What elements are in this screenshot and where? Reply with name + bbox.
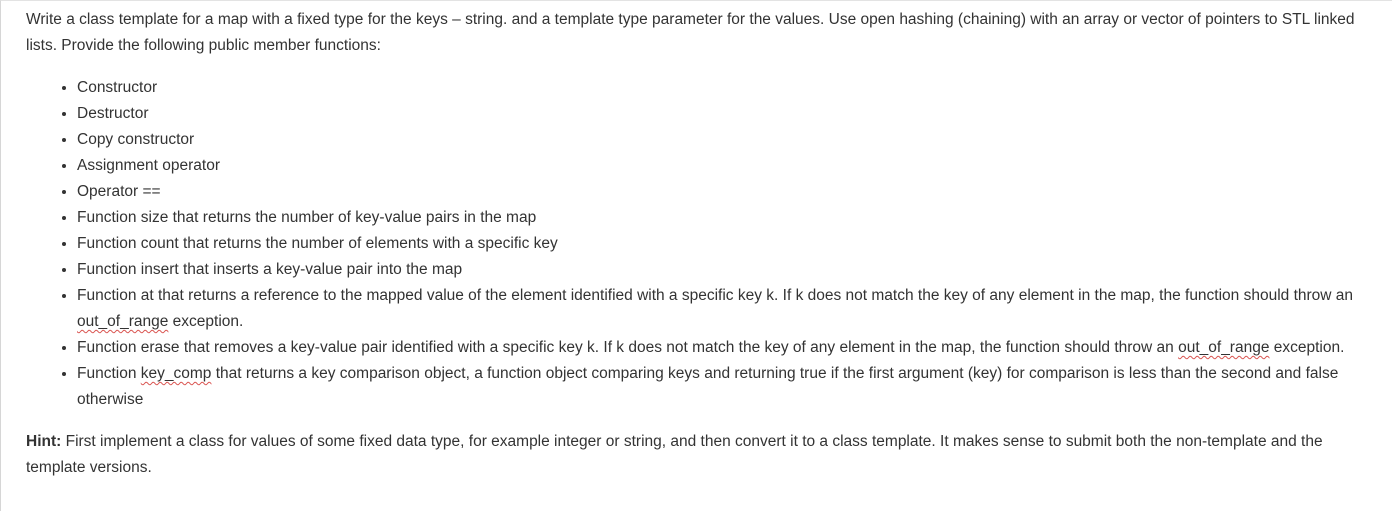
item-text: exception. (1269, 339, 1345, 356)
intro-paragraph: Write a class template for a map with a fixed type for the keys – string. and a template type parameter for the values. Use open hashing (chaining) with an array or vector of pointers to STL linked lists. Provide the following public member functions: (26, 11, 1355, 54)
list-item-key-comp (77, 361, 1372, 413)
list-item: • Function count that returns the number of elements with a specific key (77, 231, 1372, 257)
hint-label: Hint: (26, 433, 62, 450)
list-item: • Constructor (77, 75, 1372, 101)
item-text: exception. (168, 313, 244, 330)
item-text: Function (77, 365, 141, 382)
spellcheck-term: out_of_range (1178, 339, 1270, 356)
list-item: • Function size that returns the number of key-value pairs in the map (77, 205, 1372, 231)
spellcheck-term: out_of_range (77, 313, 169, 330)
list-item: • Operator == (77, 179, 1372, 205)
hint-text: First implement a class for values of some fixed data type, for example integer or string, and then convert it to a class template. It makes sense to submit both the non-template and the template versions. (26, 433, 1323, 476)
requirements-list (26, 75, 1372, 413)
item-text: Function at that returns a reference to the mapped value of the element identified with a specific key k. If k does not match the key of any element in the map, the function should throw an (77, 287, 1354, 304)
list-item: • Function insert that inserts a key-value pair into the map (77, 257, 1372, 283)
item-text: that returns a key comparison object, a function object comparing keys and returning true if the first argument (key) for comparison is less than the second and false otherwise (77, 365, 1339, 408)
list-item-at (77, 283, 1372, 335)
list-item: • Copy constructor (77, 127, 1372, 153)
item-text: Function erase that removes a key-value pair identified with a specific key k. If k does not match the key of any element in the map, the function should throw an (77, 339, 1179, 356)
list-item-erase (77, 335, 1372, 361)
list-item: • Destructor (77, 101, 1372, 127)
list-item: • Assignment operator (77, 153, 1372, 179)
spellcheck-term: key_comp (140, 365, 212, 382)
hint-paragraph (26, 429, 1372, 481)
